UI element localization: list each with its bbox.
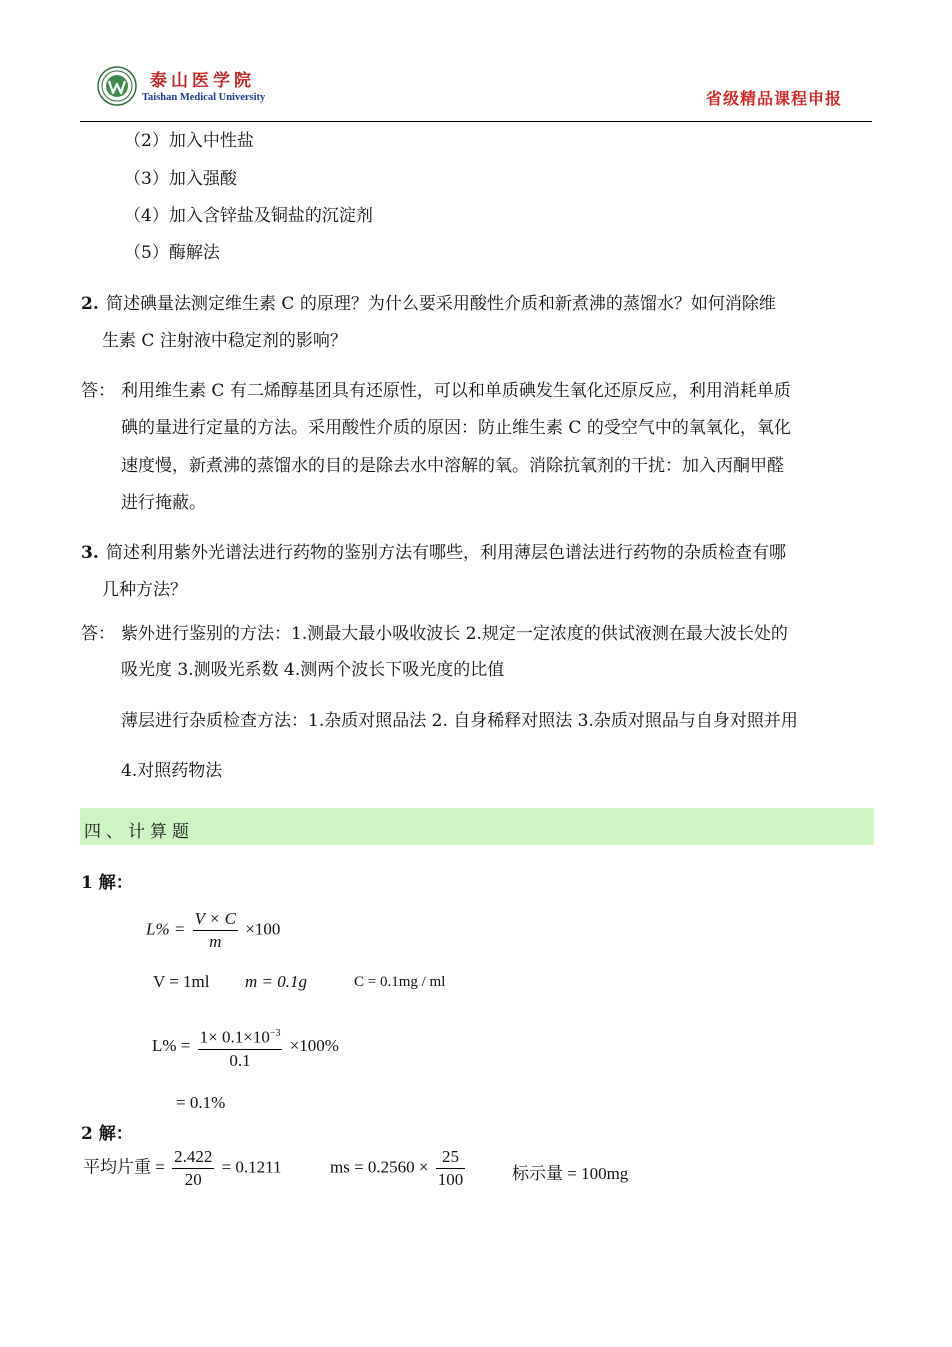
university-name-en: Taishan Medical University	[142, 92, 266, 103]
formula-lhs: L% =	[146, 919, 186, 939]
fraction-numerator	[198, 1023, 283, 1050]
formula-lhs: L% =	[152, 1036, 191, 1056]
list-item: （4）加入含锌盐及铜盐的沉淀剂	[124, 206, 373, 226]
fraction-denominator: 0.1	[229, 1050, 251, 1070]
formula-rhs: ×100	[245, 919, 281, 939]
formula-rhs: ×100%	[289, 1036, 339, 1056]
answer-text: 薄层进行杂质检查方法：1.杂质对照品法 2. 自身稀释对照法 3.杂质对照品与自身对照并用	[121, 711, 798, 731]
answer-text: 碘的量进行定量的方法。采用酸性介质的原因：防止维生素 C 的受空气中的氧氧化，氧化	[121, 418, 791, 438]
answer-label: 答：	[81, 381, 115, 401]
formula-rhs: = 0.1211	[221, 1157, 282, 1177]
list-item: （2）加入中性盐	[124, 131, 254, 151]
given-concentration: C = 0.1mg / ml	[354, 974, 446, 990]
question-text: 简述碘量法测定维生素 C 的原理？为什么要采用酸性介质和新煮沸的蒸馏水？如何消除维	[106, 294, 776, 314]
fraction-denominator: 100	[437, 1170, 464, 1189]
fraction-numerator: 2.422	[172, 1146, 214, 1169]
formula-fraction	[172, 1146, 214, 1191]
numerator-base: 1× 0.1×10	[199, 1027, 270, 1047]
header-course-label: 省级精品课程申报	[706, 89, 843, 108]
given-volume: V = 1ml	[153, 972, 210, 991]
answer-text: 4.对照药物法	[121, 761, 223, 781]
given-mass: m = 0.1g	[245, 972, 307, 991]
numerator-exponent: −3	[269, 1028, 281, 1039]
section-title: 四、计算题	[84, 822, 194, 842]
formula-ms	[330, 1146, 468, 1191]
formula-lhs: 平均片重 =	[83, 1157, 165, 1177]
calc-label: 1 解：	[81, 873, 133, 893]
formula-average-weight	[83, 1146, 282, 1191]
formula-2	[152, 1023, 339, 1072]
fraction-numerator: 25	[436, 1146, 466, 1169]
answer-text: 利用维生素 C 有二烯醇基团具有还原性，可以和单质碘发生氧化还原反应，利用消耗单质	[121, 381, 791, 401]
answer-text: 吸光度 3.测吸光系数 4.测两个波长下吸光度的比值	[121, 660, 505, 680]
list-item: （5）酶解法	[124, 243, 220, 263]
list-item: （3）加入强酸	[124, 169, 237, 189]
question-text: 生素 C 注射液中稳定剂的影响？	[102, 331, 347, 351]
question-text: 简述利用紫外光谱法进行药物的鉴别方法有哪些，利用薄层色谱法进行药物的杂质检查有哪	[106, 543, 786, 563]
fraction-numerator: V × C	[193, 908, 238, 931]
fraction-denominator: m	[209, 932, 222, 951]
question-number: 3.	[81, 543, 99, 563]
calc-result: = 0.1%	[176, 1093, 226, 1112]
university-logo-icon	[97, 66, 137, 106]
answer-text: 紫外进行鉴别的方法：1.测最大最小吸收波长 2.规定一定浓度的供试液测在最大波长处的	[121, 624, 788, 644]
question-text: 几种方法？	[102, 580, 187, 600]
formula-fraction	[198, 1023, 283, 1072]
header-divider	[80, 121, 872, 122]
label-amount: 标示量 = 100mg	[512, 1164, 629, 1183]
section-heading-bar	[80, 808, 874, 845]
formula-1	[146, 908, 280, 953]
formula-lhs: ms = 0.2560 ×	[330, 1157, 429, 1177]
calc-label: 2 解：	[81, 1124, 133, 1144]
formula-fraction	[436, 1146, 466, 1191]
answer-text: 速度慢，新煮沸的蒸馏水的目的是除去水中溶解的氧。消除抗氧剂的干扰：加入丙酮甲醛	[121, 456, 784, 476]
university-name-cn: 泰山医学院	[150, 71, 255, 91]
answer-label: 答：	[81, 624, 115, 644]
answer-text: 进行掩蔽。	[121, 493, 206, 513]
formula-fraction	[193, 908, 238, 953]
question-number: 2.	[81, 294, 99, 314]
fraction-denominator: 20	[184, 1170, 202, 1189]
